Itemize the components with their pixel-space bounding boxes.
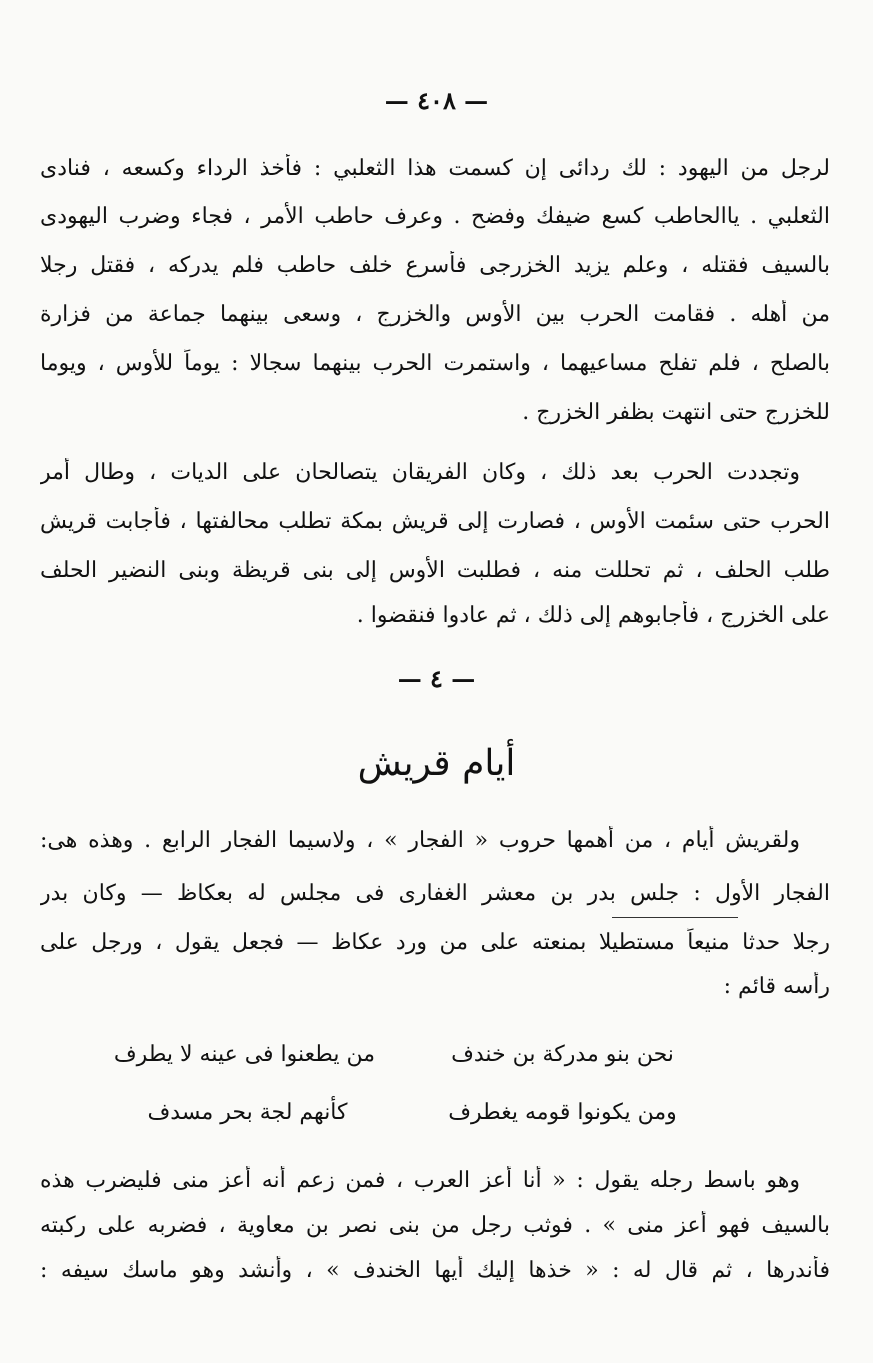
section-title: أيام قريش: [357, 743, 516, 784]
verse-second-hemistich: كأنهم لجة بحر مسدف: [147, 1100, 348, 1125]
text-line: على الخزرج ، فأجابوهم إلى ذلك ، ثم عادوا فنقضوا .: [356, 603, 830, 628]
text-line: للخزرج حتى انتهت بظفر الخزرج .: [522, 400, 830, 425]
text-line: الثعلبي . ياالحاطب كسع ضيفك وفضح . وعرف حاطب الأمر ، فجاء وضرب اليهودى: [40, 204, 830, 229]
text-line: بالصلح ، فلم تفلح مساعيهما ، واستمرت الحرب بينهما سجالا : يوماً للأوس ، ويوما: [40, 351, 830, 376]
section-number: — ٤ —: [397, 664, 476, 693]
verse-first-hemistich: نحن بنو مدركة بن خندف: [451, 1042, 674, 1067]
text-line: رجلا حدثا منيعاً مستطيلا بمنعته على من ورد عكاظ — فجعل يقول ، ورجل على: [40, 930, 830, 955]
text-line: من أهله . فقامت الحرب بين الأوس والخزرج ، وسعى بينهما جماعة من فزارة: [40, 302, 830, 327]
text-line: بالسيف فهو أعز منى » . فوثب رجل من بنى نصر بن معاوية ، فضربه على ركبته: [40, 1213, 830, 1238]
text-line: وتجددت الحرب بعد ذلك ، وكان الفريقان يتصالحان على الديات ، وطال أمر: [40, 460, 800, 485]
text-line: فأندرها ، ثم قال له : « خذها إليك أيها الخندف » ، وأنشد وهو ماسك سيفه :: [40, 1258, 830, 1283]
text-line: وهو باسط رجله يقول : « أنا أعز العرب ، فمن زعم أنه أعز منى فليضرب هذه: [40, 1168, 800, 1193]
text-line: طلب الحلف ، ثم تحللت منه ، فطلبت الأوس إلى بنى قريظة وبنى النضير الحلف: [40, 558, 830, 583]
verse-first-hemistich: ومن يكونوا قومه يغطرف: [448, 1100, 677, 1125]
text-line: رأسه قائم :: [723, 974, 830, 999]
text-line: لرجل من اليهود : لك ردائى إن كسمت هذا الثعلبي : فأخذ الرداء وكسعه ، فنادى: [40, 156, 830, 181]
text-line: الحرب حتى سئمت الأوس ، فصارت إلى قريش بمكة تطلب محالفتها ، فأجابت قريش: [40, 509, 830, 534]
text-line: بالسيف فقتله ، وعلم يزيد الخزرجى فأسرع خلف حاطب فلم يدركه ، فقتل رجلا: [40, 253, 830, 278]
verse-second-hemistich: من يطعنوا فى عينه لا يطرف: [113, 1042, 375, 1067]
text-line: ولقريش أيام ، من أهمها حروب « الفجار » ، ولاسيما الفجار الرابع . وهذه هى:: [40, 828, 800, 853]
text-line: الفجار الأول : جلس بدر بن معشر الغفارى فى مجلس له بعكاظ — وكان بدر: [40, 881, 830, 906]
page-number: — ٤٠٨ —: [384, 86, 489, 115]
underline-mark: [612, 917, 738, 918]
